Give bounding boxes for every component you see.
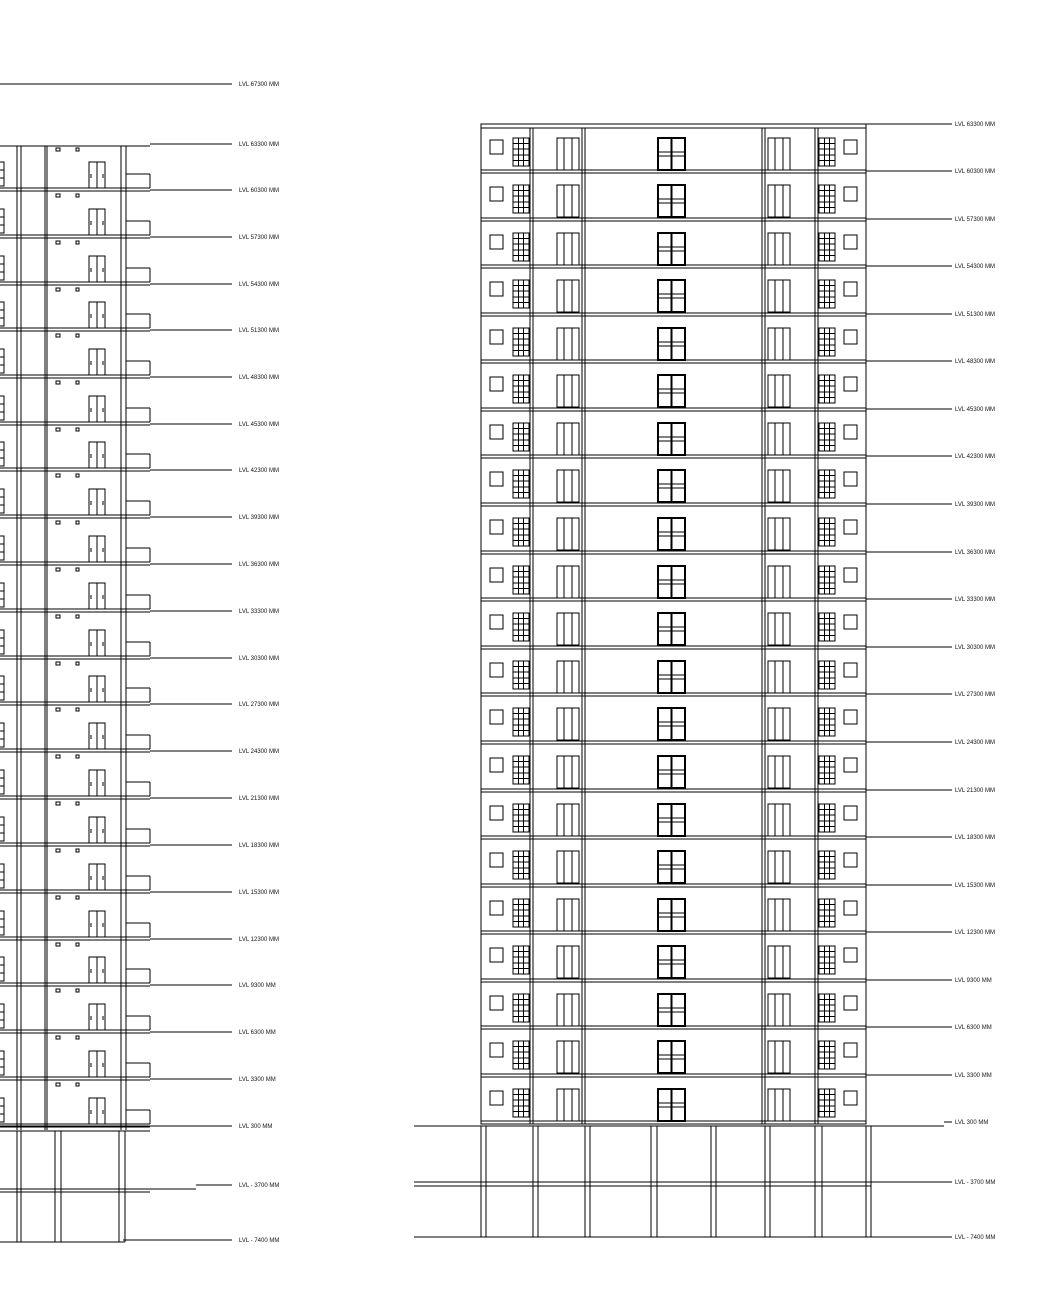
center-window bbox=[658, 328, 685, 360]
grid-window bbox=[819, 946, 835, 974]
grid-window bbox=[819, 804, 835, 832]
level-label: LVL 54300 MM bbox=[955, 264, 996, 270]
level-label: LVL 18300 MM bbox=[239, 843, 280, 849]
grid-window bbox=[513, 994, 529, 1022]
level-label: LVL 36300 MM bbox=[239, 562, 280, 568]
level-label: LVL 57300 MM bbox=[239, 235, 280, 241]
level-label: LVL 60300 MM bbox=[239, 188, 280, 194]
level-label: LVL 15300 MM bbox=[955, 883, 996, 889]
grid-window bbox=[819, 851, 835, 879]
grid-window bbox=[513, 233, 529, 261]
level-label: LVL 24300 MM bbox=[239, 749, 280, 755]
level-label: LVL 15300 MM bbox=[239, 890, 280, 896]
level-label: LVL 51300 MM bbox=[955, 312, 996, 318]
grid-window bbox=[819, 328, 835, 356]
level-label: LVL 18300 MM bbox=[955, 835, 996, 841]
grid-window bbox=[819, 470, 835, 498]
grid-window bbox=[513, 470, 529, 498]
level-label: LVL 12300 MM bbox=[239, 937, 280, 943]
grid-window bbox=[513, 280, 529, 308]
level-label: LVL 48300 MM bbox=[239, 375, 280, 381]
grid-window bbox=[819, 613, 835, 641]
center-window bbox=[658, 566, 685, 598]
grid-window bbox=[819, 233, 835, 261]
grid-window bbox=[513, 328, 529, 356]
level-label: LVL - 7400 MM bbox=[955, 1235, 996, 1241]
grid-window bbox=[513, 899, 529, 927]
level-label: LVL 42300 MM bbox=[239, 468, 280, 474]
level-label: LVL 63300 MM bbox=[239, 142, 280, 148]
grid-window bbox=[513, 613, 529, 641]
center-window bbox=[658, 138, 685, 170]
level-label: LVL 42300 MM bbox=[955, 454, 996, 460]
grid-window bbox=[513, 661, 529, 689]
center-window bbox=[658, 899, 685, 931]
center-window bbox=[658, 946, 685, 978]
level-label: LVL 300 MM bbox=[955, 1120, 989, 1126]
grid-window bbox=[819, 1089, 835, 1117]
level-label: LVL 67300 MM bbox=[239, 82, 280, 88]
level-label: LVL 30300 MM bbox=[955, 645, 996, 651]
level-label: LVL 33300 MM bbox=[955, 597, 996, 603]
level-label: LVL 27300 MM bbox=[239, 702, 280, 708]
level-label: LVL 27300 MM bbox=[955, 692, 996, 698]
center-window bbox=[658, 470, 685, 502]
level-label: LVL 12300 MM bbox=[955, 930, 996, 936]
level-label: LVL 39300 MM bbox=[955, 502, 996, 508]
center-window bbox=[658, 1041, 685, 1073]
grid-window bbox=[513, 138, 529, 166]
level-label: LVL - 3700 MM bbox=[955, 1180, 996, 1186]
center-window bbox=[658, 233, 685, 265]
level-label: LVL 54300 MM bbox=[239, 282, 280, 288]
level-label: LVL 21300 MM bbox=[239, 796, 280, 802]
grid-window bbox=[819, 994, 835, 1022]
level-label: LVL 21300 MM bbox=[955, 788, 996, 794]
grid-window bbox=[513, 518, 529, 546]
grid-window bbox=[513, 375, 529, 403]
level-label: LVL 3300 MM bbox=[955, 1073, 992, 1079]
level-label: LVL 48300 MM bbox=[955, 359, 996, 365]
grid-window bbox=[819, 566, 835, 594]
grid-window bbox=[513, 946, 529, 974]
level-label: LVL 60300 MM bbox=[955, 169, 996, 175]
grid-window bbox=[513, 756, 529, 784]
grid-window bbox=[819, 138, 835, 166]
grid-window bbox=[819, 423, 835, 451]
grid-window bbox=[513, 851, 529, 879]
grid-window bbox=[819, 375, 835, 403]
grid-window bbox=[513, 1041, 529, 1069]
grid-window bbox=[513, 423, 529, 451]
center-window bbox=[658, 375, 685, 407]
grid-window bbox=[819, 708, 835, 736]
level-label: LVL 45300 MM bbox=[955, 407, 996, 413]
center-window bbox=[658, 423, 685, 455]
grid-window bbox=[513, 708, 529, 736]
center-window bbox=[658, 708, 685, 740]
level-label: LVL 6300 MM bbox=[955, 1025, 992, 1031]
center-window bbox=[658, 661, 685, 693]
level-label: LVL 57300 MM bbox=[955, 217, 996, 223]
level-label: LVL 6300 MM bbox=[239, 1030, 276, 1036]
grid-window bbox=[819, 756, 835, 784]
level-label: LVL 33300 MM bbox=[239, 609, 280, 615]
grid-window bbox=[513, 566, 529, 594]
grid-window bbox=[819, 899, 835, 927]
center-window bbox=[658, 1089, 685, 1121]
level-label: LVL 39300 MM bbox=[239, 515, 280, 521]
center-window bbox=[658, 185, 685, 217]
level-label: LVL 30300 MM bbox=[239, 656, 280, 662]
center-window bbox=[658, 613, 685, 645]
grid-window bbox=[819, 280, 835, 308]
level-label: LVL - 7400 MM bbox=[239, 1238, 280, 1244]
level-label: LVL 3300 MM bbox=[239, 1077, 276, 1083]
grid-window bbox=[819, 661, 835, 689]
grid-window bbox=[819, 1041, 835, 1069]
grid-window bbox=[819, 518, 835, 546]
center-window bbox=[658, 518, 685, 550]
center-window bbox=[658, 994, 685, 1026]
level-label: LVL 36300 MM bbox=[955, 550, 996, 556]
grid-window bbox=[819, 185, 835, 213]
level-label: LVL 63300 MM bbox=[955, 122, 996, 128]
level-label: LVL 24300 MM bbox=[955, 740, 996, 746]
grid-window bbox=[513, 804, 529, 832]
level-label: LVL - 3700 MM bbox=[239, 1183, 280, 1189]
center-window bbox=[658, 280, 685, 312]
grid-window bbox=[513, 185, 529, 213]
grid-window bbox=[513, 1089, 529, 1117]
level-label: LVL 300 MM bbox=[239, 1124, 273, 1130]
center-window bbox=[658, 851, 685, 883]
level-label: LVL 51300 MM bbox=[239, 328, 280, 334]
center-window bbox=[658, 756, 685, 788]
level-label: LVL 9300 MM bbox=[239, 983, 276, 989]
level-label: LVL 45300 MM bbox=[239, 422, 280, 428]
center-window bbox=[658, 804, 685, 836]
level-label: LVL 9300 MM bbox=[955, 978, 992, 984]
